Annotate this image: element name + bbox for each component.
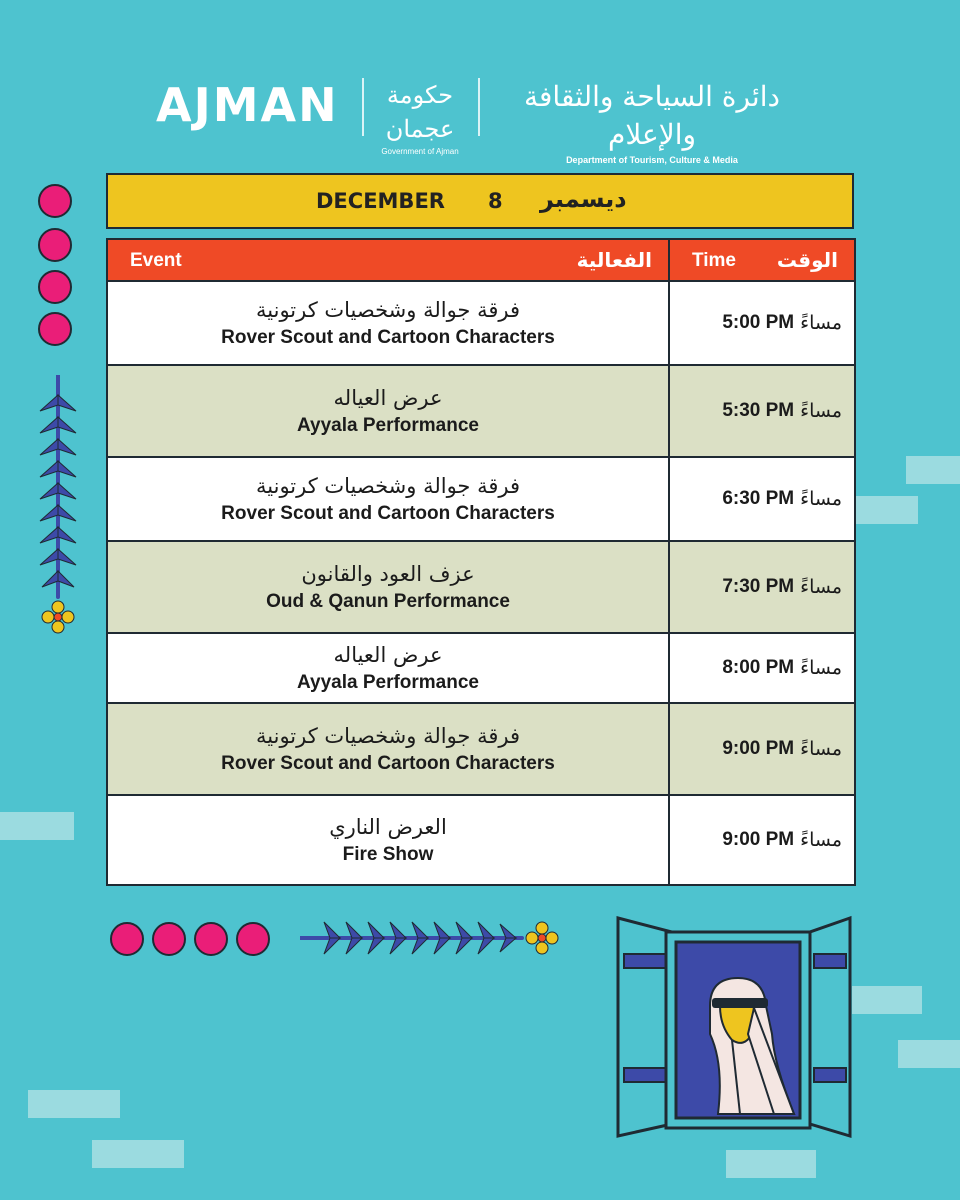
event-name-arabic: فرقة جوالة وشخصيات كرتونية (256, 724, 520, 748)
event-time: 9:00 PM (722, 738, 795, 759)
dept-logo-arabic: دائرة السياحة والثقافة والإعلام (524, 80, 780, 151)
time-column-header (670, 240, 854, 280)
date-day: 8 (488, 189, 503, 213)
date-month-arabic: ديسمبر (540, 185, 627, 213)
decor-brick (92, 1140, 184, 1168)
event-name-arabic: العرض الناري (329, 815, 447, 839)
event-header-arabic: الفعالية (576, 248, 652, 272)
event-cell (108, 542, 670, 632)
event-time-arabic: مساءً (800, 488, 842, 510)
time-cell (670, 542, 854, 632)
event-name-english: Fire Show (342, 844, 434, 865)
event-time-arabic: مساءً (800, 576, 842, 598)
event-cell (108, 634, 670, 702)
time-cell (670, 634, 854, 702)
decor-dot (38, 312, 72, 346)
time-header-arabic: الوقت (776, 248, 838, 272)
decor-brick (28, 1090, 120, 1118)
window-illustration (614, 914, 854, 1140)
gov-logo-english: Government of Ajman (381, 147, 459, 156)
event-cell (108, 796, 670, 884)
event-name-english: Rover Scout and Cartoon Characters (221, 503, 555, 524)
event-time-arabic: مساءً (800, 400, 842, 422)
decor-brick (0, 812, 74, 840)
decor-brick (906, 456, 960, 484)
event-name-english: Rover Scout and Cartoon Characters (221, 753, 555, 774)
event-cell (108, 704, 670, 794)
time-cell (670, 704, 854, 794)
time-header-english: Time (692, 250, 737, 271)
event-cell (108, 458, 670, 540)
event-time: 8:00 PM (722, 657, 795, 678)
event-time: 5:30 PM (722, 400, 795, 421)
event-name-english: Oud & Qanun Performance (266, 591, 510, 612)
table-row (108, 458, 854, 542)
event-header-english: Event (130, 250, 182, 271)
leaf-decoration-horizontal (300, 916, 562, 962)
dept-logo-english: Department of Tourism, Culture & Media (566, 155, 738, 165)
table-header-row (108, 240, 854, 282)
schedule-table (106, 238, 856, 886)
logo-divider (478, 78, 480, 136)
event-name-english: Ayyala Performance (296, 672, 479, 693)
leaf-decoration-vertical (30, 375, 86, 637)
event-time-arabic: مساءً (800, 829, 842, 851)
decor-brick (726, 1150, 816, 1178)
event-name-arabic: عرض العياله (333, 386, 443, 410)
decor-brick (852, 496, 918, 524)
event-cell (108, 366, 670, 456)
table-row (108, 634, 854, 704)
event-time-arabic: مساءً (800, 312, 842, 334)
event-cell (108, 282, 670, 364)
event-name-english: Rover Scout and Cartoon Characters (221, 327, 555, 348)
event-time: 9:00 PM (722, 829, 795, 850)
decor-brick (898, 1040, 960, 1068)
time-cell (670, 366, 854, 456)
time-cell (670, 282, 854, 364)
event-time: 5:00 PM (722, 312, 795, 333)
event-name-arabic: فرقة جوالة وشخصيات كرتونية (256, 298, 520, 322)
decor-dot (38, 184, 72, 218)
decor-dot (38, 228, 72, 262)
decor-dot (152, 922, 186, 956)
table-row (108, 796, 854, 884)
ajman-logo: AJMAN (156, 78, 339, 132)
event-time-arabic: مساءً (800, 657, 842, 679)
event-name-arabic: فرقة جوالة وشخصيات كرتونية (256, 474, 520, 498)
date-month-english: DECEMBER (316, 189, 445, 213)
event-column-header (108, 240, 670, 280)
event-time: 6:30 PM (722, 488, 795, 509)
time-cell (670, 458, 854, 540)
department-logo (492, 78, 812, 166)
event-time: 7:30 PM (722, 576, 795, 597)
table-row (108, 542, 854, 634)
date-banner (106, 173, 854, 229)
time-cell (670, 796, 854, 884)
table-row (108, 282, 854, 366)
logo-header (0, 74, 960, 165)
decor-dot (236, 922, 270, 956)
decor-brick (852, 986, 922, 1014)
decor-dot (110, 922, 144, 956)
event-name-english: Ayyala Performance (296, 415, 479, 436)
event-name-arabic: عزف العود والقانون (301, 562, 475, 586)
decor-dot (38, 270, 72, 304)
table-row (108, 704, 854, 796)
decor-dot (194, 922, 228, 956)
government-of-ajman-logo (370, 78, 470, 158)
table-row (108, 366, 854, 458)
logo-divider (362, 78, 364, 136)
event-name-arabic: عرض العياله (333, 643, 443, 667)
gov-logo-arabic: حكومة عجمان (385, 81, 455, 143)
event-time-arabic: مساءً (800, 738, 842, 760)
